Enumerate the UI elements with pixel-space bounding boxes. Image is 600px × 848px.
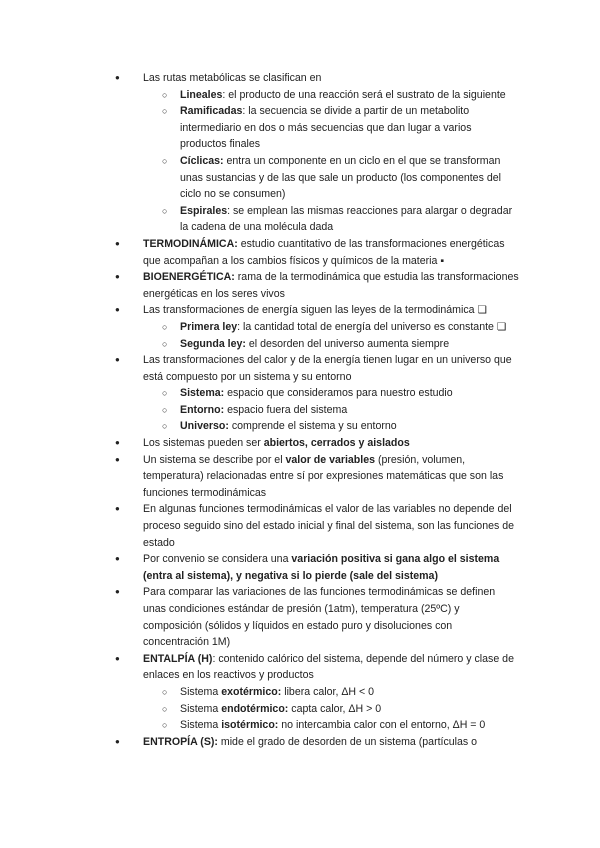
list-item: ● ENTROPÍA (S): mide el grado de desorden de un sistema (partículas o	[143, 734, 520, 751]
bullet-list	[143, 70, 520, 750]
sub-item: ○ Espirales: se emplean las mismas reacciones para alargar o degradar la cadena de una molécula dada	[180, 203, 520, 236]
sub-list	[143, 385, 520, 435]
sub-item: ○ Cíclicas: entra un componente en un ciclo en el que se transforman unas sustancias y de las que sale un producto (los componentes del ciclo no se consumen)	[180, 153, 520, 203]
sub-item: ○ Ramificadas: la secuencia se divide a partir de un metabolito intermediario en dos o más secuencias que dan lugar a varios productos finales	[180, 103, 520, 153]
sub-item: ○ Universo: comprende el sistema y su entorno	[180, 418, 520, 435]
list-item: ● Un sistema se describe por el valor de variables (presión, volumen, temperatura) relacionadas entre sí por expresiones matemáticas que son las funciones termodinámicas	[143, 452, 520, 502]
list-item: ● TERMODINÁMICA: estudio cuantitativo de las transformaciones energéticas que acompañan a los cambios físicos y químicos de la materia ▪	[143, 236, 520, 269]
sub-item: ○ Sistema exotérmico: libera calor, ΔH < 0	[180, 684, 520, 701]
list-item: ● Las transformaciones de energía siguen las leyes de la termodinámica ❏ ○ Primera ley: la cantidad total de energía del universo es constante ❏ ○ Segunda ley: el desorden del universo aumenta siempre	[143, 302, 520, 352]
sub-item: ○ Sistema: espacio que consideramos para nuestro estudio	[180, 385, 520, 402]
list-item: ● ENTALPÍA (H): contenido calórico del sistema, depende del número y clase de enlaces en los reactivos y productos ○ Sistema exotérmico: libera calor, ΔH < 0 ○ Sistema endotérmico: capta calor, ΔH > 0 ○ Sistema isotérmico: no intercambia calor con el entorno, ΔH = 0	[143, 651, 520, 734]
list-item: ● En algunas funciones termodinámicas el valor de las variables no depende del proceso seguido sino del estado inicial y final del sistema, son las funciones de estado	[143, 501, 520, 551]
list-item: ● Por convenio se considera una variación positiva si gana algo el sistema (entra al sistema), y negativa si lo pierde (sale del sistema)	[143, 551, 520, 584]
sub-item: ○ Lineales: el producto de una reacción será el sustrato de la siguiente	[180, 87, 520, 104]
sub-list	[143, 684, 520, 734]
list-item: ● Las transformaciones del calor y de la energía tienen lugar en un universo que está compuesto por un sistema y su entorno ○ Sistema: espacio que consideramos para nuestro estudio ○ Entorno: espacio fuera del sistema ○ Universo: comprende el sistema y su entorno	[143, 352, 520, 435]
list-item: ● BIOENERGÉTICA: rama de la termodinámica que estudia las transformaciones energéticas en los seres vivos	[143, 269, 520, 302]
sub-list	[143, 319, 520, 352]
sub-item: ○ Entorno: espacio fuera del sistema	[180, 402, 520, 419]
list-item: ● Para comparar las variaciones de las funciones termodinámicas se definen unas condiciones estándar de presión (1atm), temperatura (25ºC) y composición (sólidos y líquidos en estado puro y disoluciones con concentración 1M)	[143, 584, 520, 650]
sub-item: ○ Primera ley: la cantidad total de energía del universo es constante ❏	[180, 319, 520, 336]
sub-item: ○ Sistema endotérmico: capta calor, ΔH > 0	[180, 701, 520, 718]
list-item: ● Las rutas metabólicas se clasifican en ○ Lineales: el producto de una reacción será el sustrato de la siguiente ○ Ramificadas: la secuencia se divide a partir de un metabolito intermediario en dos o más secuencias que dan lugar a varios productos finales ○ Cíclicas: entra un componente en un ciclo en el que se transforman unas sustancias y de las que sale un producto (los componentes del ciclo no se consumen) ○ Espirales: se emplean las mismas reacciones para alargar o degradar la cadena de una molécula dada	[143, 70, 520, 236]
list-item: ● Los sistemas pueden ser abiertos, cerrados y aislados	[143, 435, 520, 452]
sub-item: ○ Sistema isotérmico: no intercambia calor con el entorno, ΔH = 0	[180, 717, 520, 734]
sub-item: ○ Segunda ley: el desorden del universo aumenta siempre	[180, 336, 520, 353]
sub-list	[143, 87, 520, 236]
